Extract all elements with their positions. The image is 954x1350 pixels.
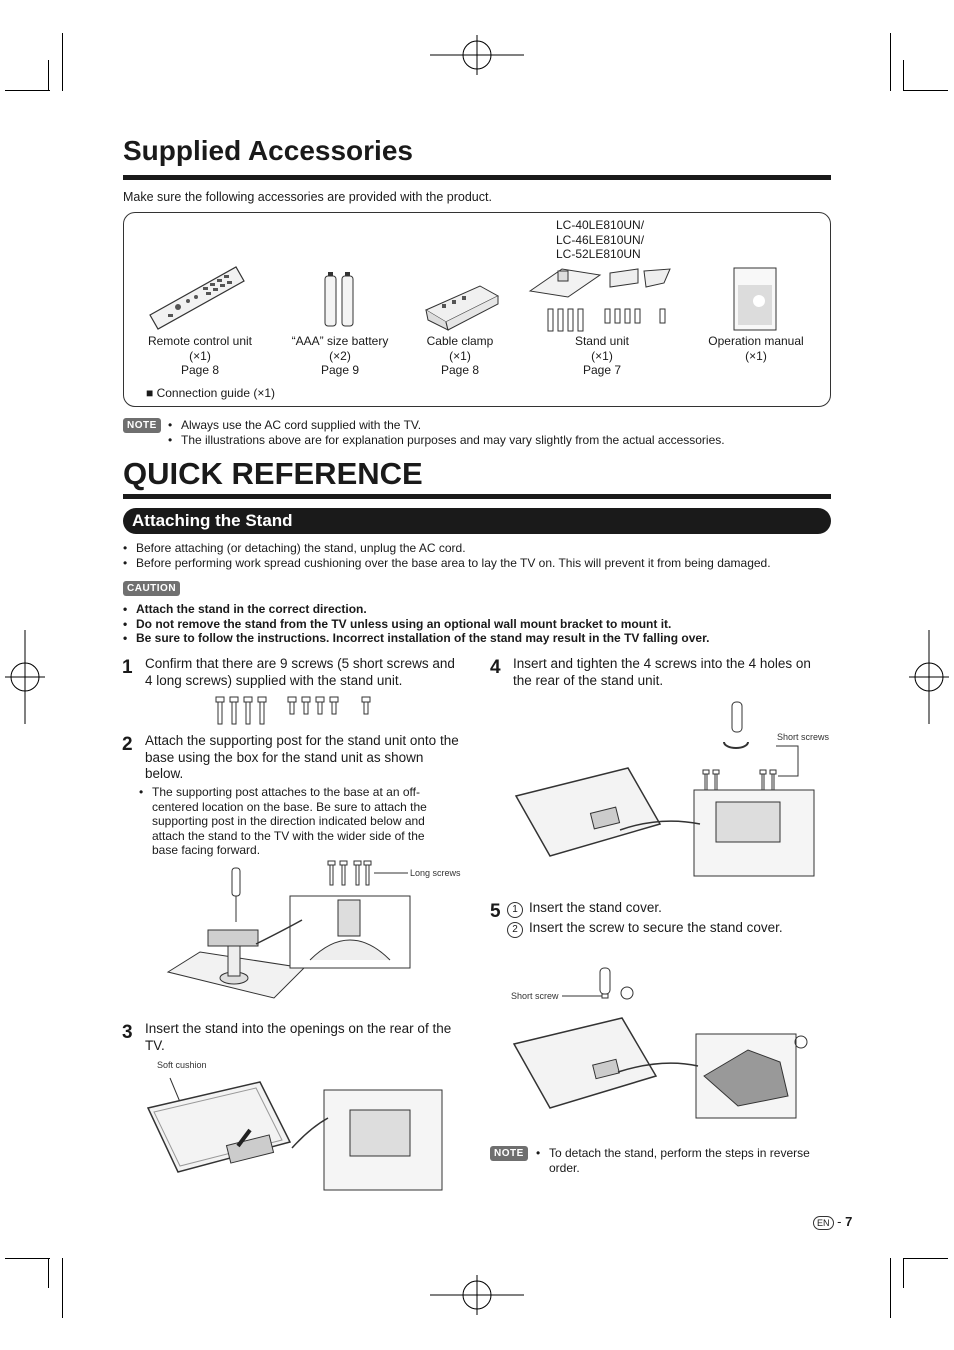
model-name: LC-46LE810UN/ <box>556 232 645 247</box>
screws-illustration <box>212 695 382 727</box>
note-list <box>168 418 725 447</box>
step-text: Insert the stand cover. <box>529 900 662 915</box>
step-number: 4 <box>490 657 501 678</box>
page-sep: - <box>837 1214 842 1229</box>
step-subitem: • The supporting post attaches to the base at an off-centered location on the base. Be sure to attach the supporting post in the direction indicated below and attach the stand to the TV with the wider side of the base facing forward. <box>139 785 444 858</box>
crop-mark <box>48 1258 49 1288</box>
crop-mark <box>5 1258 50 1259</box>
crop-mark <box>903 60 904 90</box>
registration-mark <box>5 630 45 724</box>
registration-mark <box>430 1275 524 1315</box>
subsection-title: Attaching the Stand <box>132 511 293 530</box>
model-name: LC-52LE810UN <box>556 247 641 261</box>
step-marker: 1 <box>507 902 523 918</box>
accessory-label: Operation manual (×1) <box>708 334 804 363</box>
prep-list <box>123 541 771 570</box>
step-5-a <box>507 900 662 918</box>
battery-icon <box>322 270 358 330</box>
insert-stand-illustration <box>140 1068 445 1193</box>
callout-label: Soft cushion <box>157 1060 207 1070</box>
section-title: QUICK REFERENCE <box>123 456 423 491</box>
step-text: Insert the stand into the openings on the rear of the TV. <box>145 1021 452 1053</box>
note-badge: NOTE <box>123 418 161 433</box>
subsection-bar <box>123 508 831 534</box>
crop-mark <box>903 1258 948 1259</box>
step-text: Confirm that there are 9 screws (5 short screws and 4 long screws) supplied with the stand unit. <box>145 656 455 688</box>
step-text: Insert the screw to secure the stand cover. <box>529 920 783 935</box>
model-name: LC-40LE810UN/ <box>556 218 645 232</box>
accessory-label: Stand unit (×1) Page 7 <box>574 334 630 377</box>
accessory-label: Cable clamp (×1) Page 8 <box>426 334 494 377</box>
note-item: • To detach the stand, perform the steps in reverse order. <box>536 1146 831 1175</box>
section-rule <box>123 494 831 499</box>
step-number: 3 <box>122 1022 133 1043</box>
registration-mark <box>909 630 949 724</box>
step-marker: 2 <box>507 922 523 938</box>
accessory-label: Remote control unit (×1) Page 8 <box>147 334 253 377</box>
crop-mark <box>903 90 948 91</box>
intro-text: Make sure the following accessories are provided with the product. <box>123 190 492 204</box>
model-list <box>556 218 644 262</box>
stand-cover-illustration <box>512 966 830 1126</box>
crop-mark <box>62 33 63 91</box>
note-badge: NOTE <box>490 1146 528 1161</box>
crop-mark <box>48 60 49 90</box>
connection-guide: ■ Connection guide (×1) <box>146 386 275 400</box>
long-screws-icon <box>326 860 408 886</box>
caution-badge: CAUTION <box>123 581 180 596</box>
crop-mark <box>903 1258 904 1288</box>
caution-item: • Attach the stand in the correct direction. <box>123 602 709 617</box>
note-item: • The illustrations above are for explanation purposes and may vary slightly from the actual accessories. <box>168 433 725 448</box>
caution-item: • Be sure to follow the instructions. Incorrect installation of the stand may result in the TV falling over. <box>123 631 709 646</box>
note-list <box>536 1146 831 1175</box>
accessory-label: “AAA” size battery (×2) Page 9 <box>291 334 389 377</box>
tighten-screws-illustration <box>510 698 830 883</box>
caution-list <box>123 602 709 646</box>
page-footer <box>813 1214 852 1230</box>
manual-icon <box>733 267 779 333</box>
crop-mark <box>890 33 891 91</box>
crop-mark <box>890 1258 891 1318</box>
prep-item: • Before attaching (or detaching) the stand, unplug the AC cord. <box>123 541 771 556</box>
page-number: 7 <box>845 1214 853 1229</box>
prep-item: • Before performing work spread cushioning over the base area to lay the TV on. This will prevent it from being damaged. <box>123 556 771 571</box>
page-title: Supplied Accessories <box>123 135 413 166</box>
note-item: • Always use the AC cord supplied with the TV. <box>168 418 725 433</box>
crop-mark <box>62 1258 63 1318</box>
callout-label: Long screws <box>410 868 461 878</box>
step-5-b <box>507 920 783 938</box>
remote-control-icon <box>148 265 246 333</box>
callout-label: Short screws <box>777 732 830 742</box>
step-number: 2 <box>122 734 133 755</box>
step-text: Attach the supporting post for the stand unit onto the base using the box for the stand unit as shown below. <box>145 733 459 781</box>
step-text: Insert and tighten the 4 screws into the 4 holes on the rear of the stand unit. <box>513 656 811 688</box>
stand-unit-icon <box>528 265 676 335</box>
language-badge: EN <box>813 1216 834 1230</box>
step-number: 5 <box>490 901 501 922</box>
step-sublist <box>139 785 444 858</box>
crop-mark <box>5 90 50 91</box>
title-rule <box>123 175 831 180</box>
callout-label: Short screw <box>511 991 559 1001</box>
caution-item: • Do not remove the stand from the TV unless using an optional wall mount bracket to mount it. <box>123 617 709 632</box>
registration-mark <box>430 35 524 75</box>
step-number: 1 <box>122 657 133 678</box>
cable-clamp-icon <box>420 280 502 332</box>
